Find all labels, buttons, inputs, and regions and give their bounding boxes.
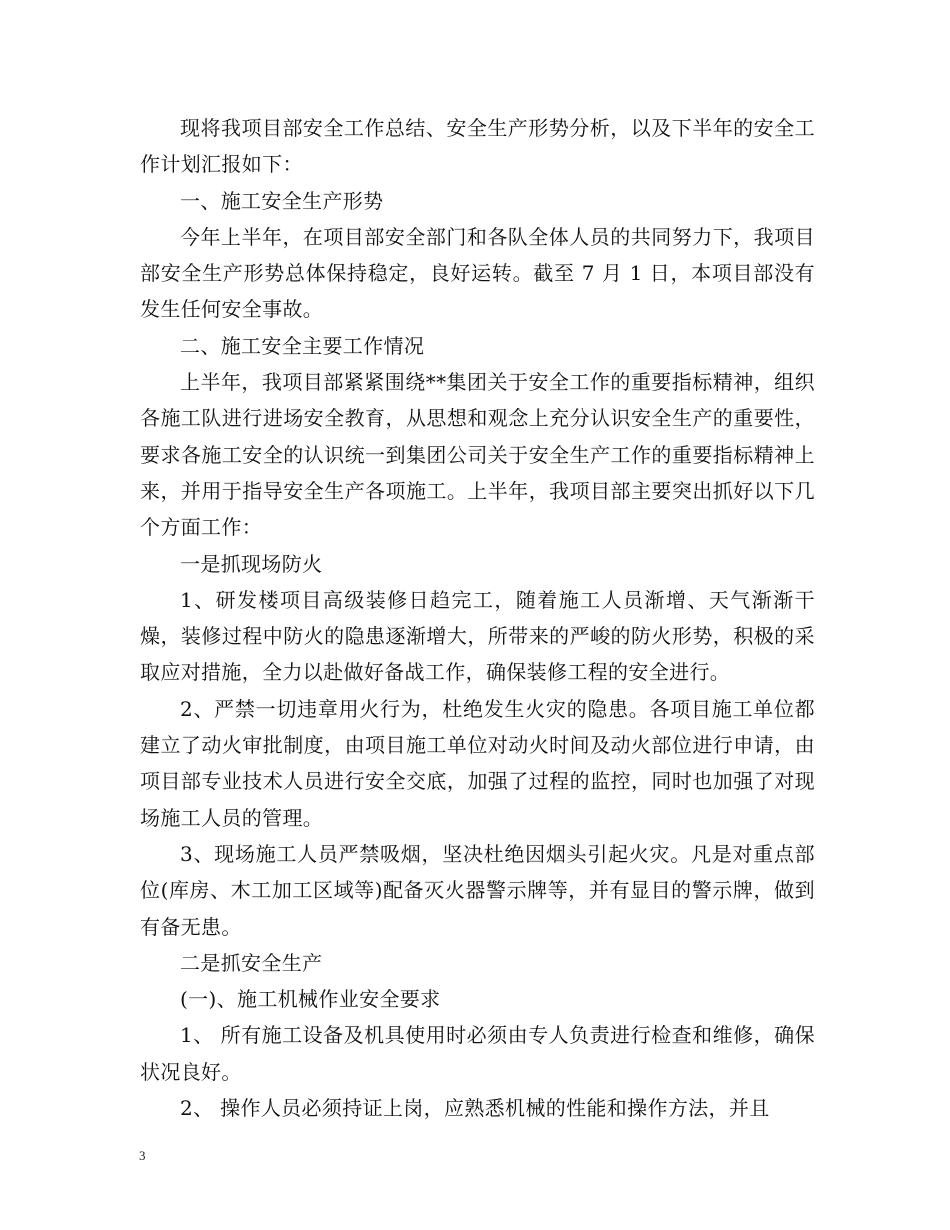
section-heading-1: 一、施工安全生产形势 bbox=[180, 188, 384, 213]
subheading-machinery-requirements: (一)、施工机械作业安全要求 bbox=[180, 987, 441, 1012]
paragraph-fire-item-2: 2、严禁一切违章用火行为，杜绝发生火灾的隐患。各项目施工单位都建立了动火审批制度，由项目施工单位对动火时间及动火部位进行申请，由项目部专业技术人员进行安全交底，加强了过程的监控，同时也加强了对现场施工人员的管理。 bbox=[140, 696, 815, 830]
paragraph-safety-situation: 今年上半年，在项目部安全部门和各队全体人员的共同努力下，我项目部安全生产形势总体保持稳定，良好运转。截至 7 月 1 日，本项目部没有发生任何安全事故。 bbox=[140, 224, 815, 322]
paragraph-fire-item-1: 1、研发楼项目高级装修日趋完工，随着施工人员渐增、天气渐渐干燥，装修过程中防火的隐患逐渐增大，所带来的严峻的防火形势，积极的采取应对措施，全力以赴做好备战工作，确保装修工程的安全进行。 bbox=[140, 587, 815, 685]
paragraph-machinery-item-2: 2、 操作人员必须持证上岗，应熟悉机械的性能和操作方法，并且 bbox=[180, 1096, 770, 1121]
paragraph-main-work: 上半年，我项目部紧紧围绕**集团关于安全工作的重要指标精神，组织各施工队进行进场安全教育，从思想和观念上充分认识安全生产的重要性，要求各施工安全的认识统一到集团公司关于安全生产工作的重要指标精神上来，并用于指导安全生产各项施工。上半年，我项目部主要突出抓好以下几个方面工作： bbox=[140, 370, 815, 540]
paragraph-fire-item-3: 3、现场施工人员严禁吸烟，坚决杜绝因烟头引起火灾。凡是对重点部位(库房、木工加工区域等)配备灭火器警示牌等，并有显目的警示牌，做到有备无患。 bbox=[140, 841, 815, 939]
subheading-fire-prevention: 一是抓现场防火 bbox=[180, 551, 323, 576]
paragraph-intro: 现将我项目部安全工作总结、安全生产形势分析，以及下半年的安全工作计划汇报如下： bbox=[140, 116, 815, 177]
section-heading-2: 二、施工安全主要工作情况 bbox=[180, 333, 425, 358]
page-number: 3 bbox=[139, 1148, 146, 1163]
paragraph-machinery-item-1: 1、 所有施工设备及机具使用时必须由专人负责进行检查和维修，确保状况良好。 bbox=[140, 1023, 816, 1084]
subheading-safe-production: 二是抓安全生产 bbox=[180, 950, 323, 975]
document-body bbox=[140, 110, 815, 1126]
